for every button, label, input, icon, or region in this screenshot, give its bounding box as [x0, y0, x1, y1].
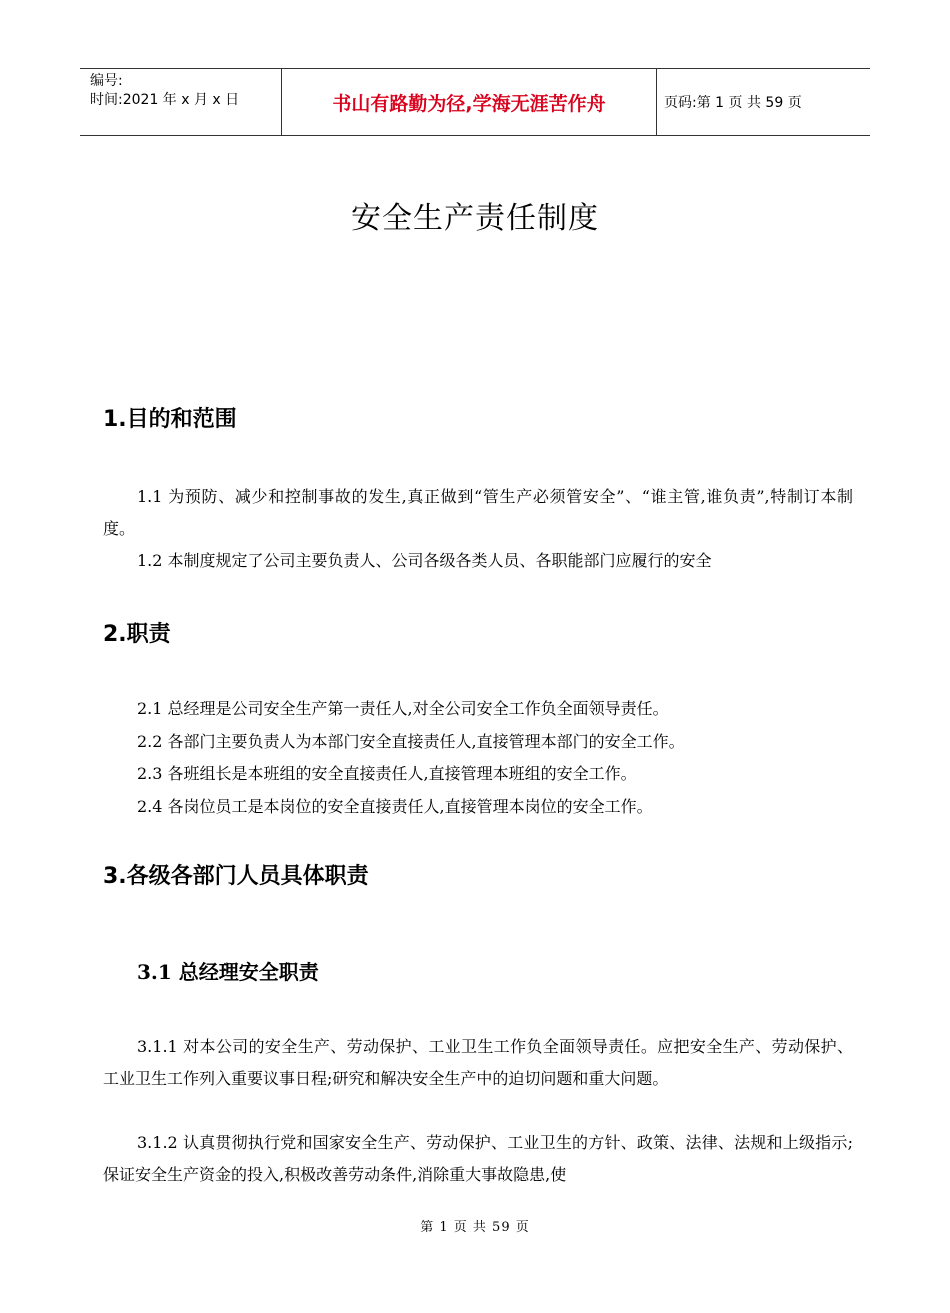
motto-text: 书山有路勤为径,学海无涯苦作舟 [332, 92, 606, 115]
paragraph: 1.2 本制度规定了公司主要负责人、公司各级各类人员、各职能部门应履行的安全 [137, 551, 712, 570]
document-title: 安全生产责任制度 [351, 201, 599, 236]
header-meta-cell [80, 69, 282, 135]
time-label: 时间:2021 年 x 月 x 日 [90, 92, 240, 108]
header-motto-cell [282, 69, 657, 135]
section-heading: 1.目的和范围 [103, 407, 237, 432]
paragraph: 3.1.1 对本公司的安全生产、劳动保护、工业卫生工作负全面领导责任。应把安全生产、劳动保护、工业卫生工作列入重要议事日程;研究和解决安全生产中的迫切问题和重大问题。 [103, 1037, 853, 1088]
section-heading: 3.各级各部门人员具体职责 [103, 864, 369, 889]
paragraph: 2.3 各班组长是本班组的安全直接责任人,直接管理本班组的安全工作。 [137, 764, 637, 783]
section-heading: 2.职责 [103, 622, 171, 647]
paragraph: 1.1 为预防、减少和控制事故的发生,真正做到“管生产必须管安全”、“谁主管,谁负责”,特制订本制度。 [103, 487, 853, 538]
paragraph: 2.2 各部门主要负责人为本部门安全直接责任人,直接管理本部门的安全工作。 [137, 732, 685, 751]
page-footer: 第 1 页 共 59 页 [420, 1220, 530, 1235]
header-page-cell [657, 69, 870, 135]
paragraph: 3.1.2 认真贯彻执行党和国家安全生产、劳动保护、工业卫生的方针、政策、法律、法规和上级指示;保证安全生产资金的投入,积极改善劳动条件,消除重大事故隐患,使 [103, 1133, 853, 1184]
page-info: 页码:第 1 页 共 59 页 [664, 95, 802, 111]
paragraph: 2.4 各岗位员工是本岗位的安全直接责任人,直接管理本岗位的安全工作。 [137, 797, 653, 816]
header-table [80, 68, 870, 136]
number-label: 编号: [90, 73, 123, 89]
paragraph: 2.1 总经理是公司安全生产第一责任人,对全公司安全工作负全面领导责任。 [137, 699, 669, 718]
subsection-heading: 3.1 总经理安全职责 [137, 960, 319, 984]
